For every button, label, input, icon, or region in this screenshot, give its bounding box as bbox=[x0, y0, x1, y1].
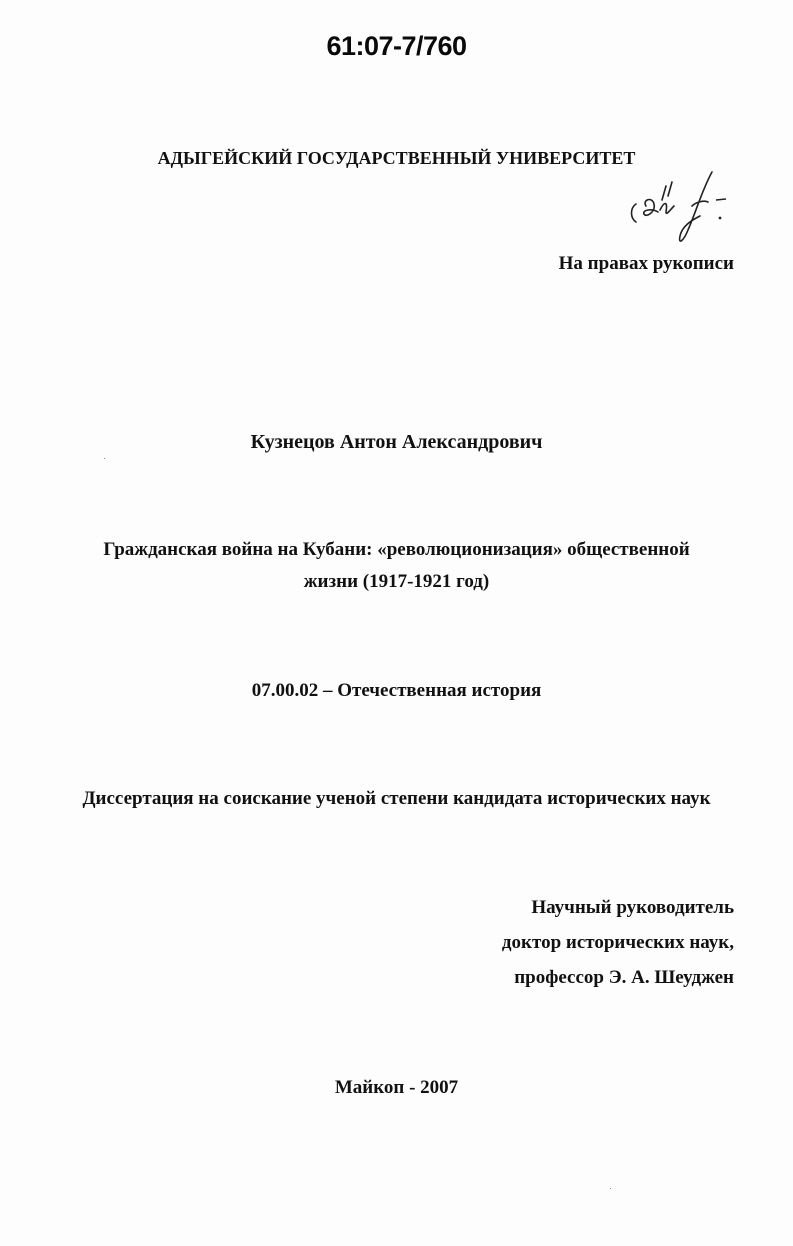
supervisor-degree: доктор исторических наук, bbox=[501, 932, 734, 953]
handwritten-signature bbox=[622, 166, 732, 252]
university-name: АДЫГЕЙСКИЙ ГОСУДАРСТВЕННЫЙ УНИВЕРСИТЕТ bbox=[157, 148, 636, 168]
specialty-code: 07.00.02 – Отечественная история bbox=[251, 680, 542, 701]
author-name: Кузнецов Антон Александрович bbox=[250, 431, 543, 453]
scan-speck bbox=[104, 458, 105, 459]
manuscript-rights-note: На правах рукописи bbox=[558, 253, 734, 274]
supervisor-heading: Научный руководитель bbox=[531, 897, 734, 918]
scan-speck bbox=[610, 1188, 611, 1189]
dissertation-degree-statement: Диссертация на соискание ученой степени кандидата исторических наук bbox=[82, 788, 711, 809]
dissertation-title-line-2: жизни (1917-1921 год) bbox=[303, 571, 490, 592]
dissertation-title-line-1: Гражданская война на Кубани: «революционизация» общественной bbox=[103, 539, 690, 560]
supervisor-name: профессор Э. А. Шеуджен bbox=[514, 967, 734, 988]
place-and-year: Майкоп - 2007 bbox=[334, 1077, 459, 1098]
library-stamp-number: 61:07-7/760 bbox=[326, 31, 467, 61]
